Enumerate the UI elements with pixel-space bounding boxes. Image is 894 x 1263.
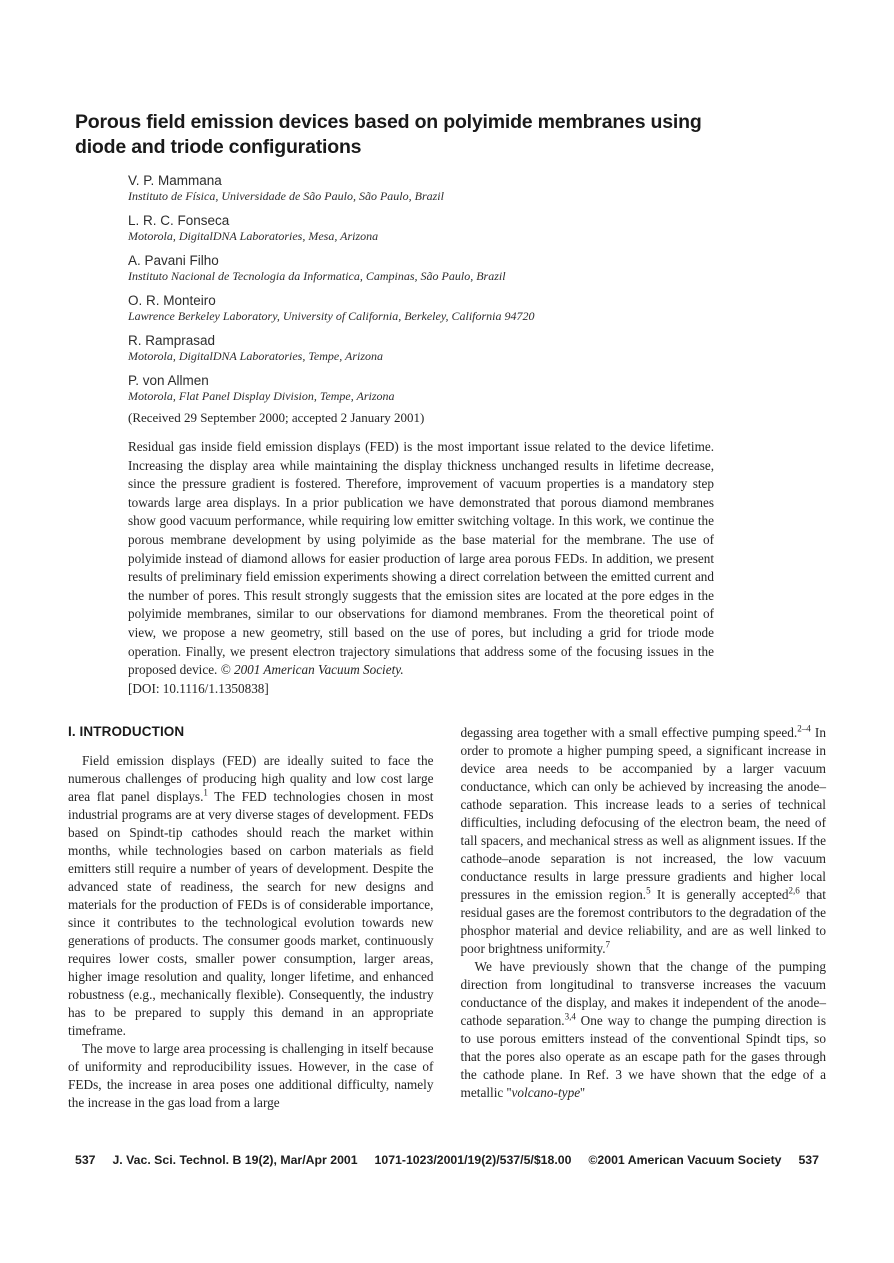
author-block <box>128 373 535 404</box>
author-list <box>128 173 535 413</box>
author-affiliation: Lawrence Berkeley Laboratory, University of California, Berkeley, California 94720 <box>128 309 535 323</box>
author-affiliation: Motorola, DigitalDNA Laboratories, Tempe, Arizona <box>128 349 384 363</box>
author-block <box>128 333 535 364</box>
received-accepted-dates: (Received 29 September 2000; accepted 2 January 2001) <box>128 410 425 425</box>
abstract-text: Residual gas inside field emission displays (FED) is the most important issue related to the device lifetime. Increasing the display area while maintaining the display thickness unchanged results in lifetime decrease, since the pressure gradient is fostered. Therefore, improvement of vacuum properties is a mandatory step towards large area displays. In a prior publication we have demonstrated that porous diamond membranes show good vacuum performance, while requiring low emitter switching voltage. In this work, we continue the porous membrane development by using polyimide as the base material for the membrane. The use of polyimide instead of diamond allows for easier production of large area porous FEDs. In addition, we present results of preliminary field emission experiments showing a direct correlation between the emitted current and the number of pores. This result strongly suggests that the emission sites are located at the pore edges in the polyimide membranes, similar to our observations for diamond membranes. From the theoretical point of view, we propose a new geometry, still based on the use of pores, but including a grid for triode mode operation. Finally, we present electron trajectory simulations that address some of the focusing issues in the proposed device. <box>128 439 714 678</box>
author-name: P. von Allmen <box>128 373 209 388</box>
body-paragraph: The move to large area processing is challenging in itself because of uniformity and reproducibility issues. However, in the case of FEDs, the increase in area poses one additional difficulty, namely the increase in the gas load from a large <box>68 1041 434 1110</box>
paper-title: Porous field emission devices based on polyimide membranes using diode and triode configurations <box>75 111 702 158</box>
abstract <box>128 438 714 698</box>
author-name: A. Pavani Filho <box>128 253 219 268</box>
footer-journal-reference: J. Vac. Sci. Technol. B 19(2), Mar/Apr 2001 <box>112 1153 358 1167</box>
author-block <box>128 173 535 204</box>
section-heading-introduction: I. INTRODUCTION <box>68 724 185 739</box>
body-columns <box>68 724 826 1112</box>
footer-page-number-right: 537 <box>798 1153 819 1167</box>
abstract-copyright: © 2001 American Vacuum Society. <box>220 662 404 678</box>
right-column <box>461 724 827 1112</box>
author-block <box>128 253 535 284</box>
author-name: V. P. Mammana <box>128 173 222 188</box>
author-block <box>128 293 535 324</box>
author-name: L. R. C. Fonseca <box>128 213 230 228</box>
author-block <box>128 213 535 244</box>
footer-copyright: ©2001 American Vacuum Society <box>588 1153 782 1167</box>
author-affiliation: Motorola, DigitalDNA Laboratories, Mesa, Arizona <box>128 229 379 243</box>
body-paragraph: Field emission displays (FED) are ideally suited to face the numerous challenges of producing high quality and low cost large area flat panel displays.$^1$ The FED technologies chosen in most industrial programs are at very diverse stages of development. FEDs based on Spindt-tip cathodes should reach the market within months, while technologies based on carbon materials as field emitters still require a number of years of development. Despite the advanced state of readiness, the search for new designs and materials for the production of FEDs is of considerable importance, since it contributes to the technological evolution towards new generations of products. The consumer goods market, continuously requires lower costs, smaller power consumption, larger areas, higher image resolution and quality, longer lifetime, and enhanced robustness (e.g., mechanically flexible). Consequently, the industry has to be prepared to supply this demand in an appropriate timeframe. <box>68 753 434 1038</box>
doi-line: [DOI: 10.1116/1.1350838] <box>128 680 269 696</box>
body-paragraph: degassing area together with a small effective pumping speed.$^{2-4}$ In order to promote a higher pumping speed, a significant increase in device area needs to be accompanied by a larger vacuum conductance, which can only be achieved by increasing the anode–cathode separation. This increase leads to a series of technical difficulties, including defocusing of the electron beam, the need of tall spacers, and mechanical stress as well as alignment issues. If the cathode–anode separation is not increased, the low vacuum conductance results in large pressure gradients and higher local pressures in the emission region.$^5$ It is generally accepted$^{2,6}$ that residual gases are the foremost contributors to the degradation of the phosphor material and device reliability, and are as well linked to poor brightness uniformity.$^7$ <box>460 723 827 956</box>
author-affiliation: Instituto de Física, Universidade de São Paulo, São Paulo, Brazil <box>128 189 444 203</box>
author-affiliation: Instituto Nacional de Tecnologia da Informatica, Campinas, São Paulo, Brazil <box>128 269 506 283</box>
footer-price-code: 1071-1023/2001/19(2)/537/5/$18.00 <box>374 1153 572 1167</box>
author-name: O. R. Monteiro <box>128 293 216 308</box>
left-column <box>68 724 434 1112</box>
body-paragraph: We have previously shown that the change of the pumping direction from longitudinal to transverse increases the vacuum conductance of the display, and makes it independent of the anode–cathode separation.$^{3,4}$ One way to change the pumping direction is to use porous emitters instead of the conventional Spindt tips, so that the pores also operate as an escape path for the gases through the cathode plane. In Ref. 3 we have shown that the edge of a metallic ''volcano-type'' <box>460 959 827 1100</box>
page-footer <box>75 1153 819 1167</box>
author-name: R. Ramprasad <box>128 333 216 348</box>
author-affiliation: Motorola, Flat Panel Display Division, Tempe, Arizona <box>128 389 395 403</box>
footer-page-number-left: 537 <box>75 1153 96 1167</box>
